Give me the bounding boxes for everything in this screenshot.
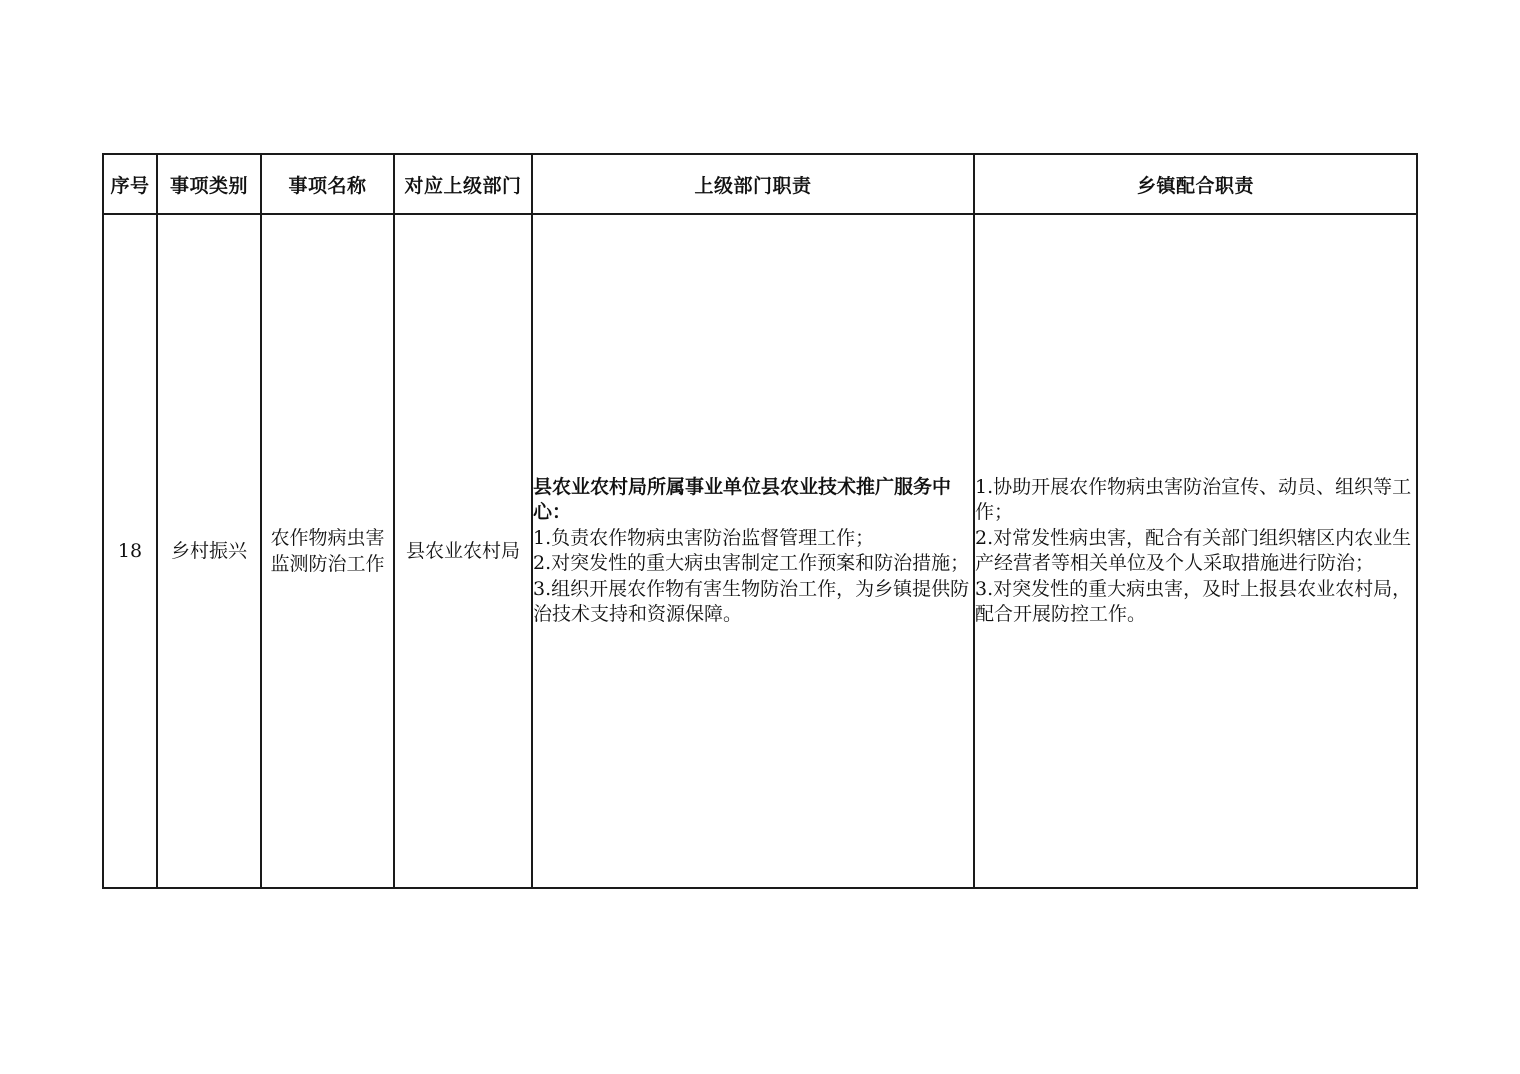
cell-superior-duties: [532, 214, 974, 888]
cell-township-duties: [974, 214, 1417, 888]
cell-category: 乡村振兴: [157, 214, 261, 888]
item-name-line: 农作物病虫害: [270, 527, 385, 549]
cell-index: 18: [103, 214, 157, 888]
township-duty-item: 3.对突发性的重大病虫害，及时上报县农业农村局，配合开展防控工作。: [975, 577, 1412, 625]
township-duty-item: 2.对常发性病虫害，配合有关部门组织辖区内农业生产经营者等相关单位及个人采取措施进行防治；: [975, 526, 1412, 574]
superior-duties-heading: 县农业农村局所属事业单位县农业技术推广服务中心：: [533, 475, 952, 523]
cell-item-name: [261, 214, 394, 888]
header-index: 序号: [103, 154, 157, 214]
superior-duty-item: 3.组织开展农作物有害生物防治工作，为乡镇提供防治技术支持和资源保障。: [533, 577, 970, 625]
cell-superior-dept: 县农业农村局: [394, 214, 532, 888]
header-township-duties: 乡镇配合职责: [974, 154, 1417, 214]
table-header-row: [103, 154, 1417, 214]
duty-table: [102, 153, 1418, 889]
header-category: 事项类别: [157, 154, 261, 214]
superior-duty-item: 1.负责农作物病虫害防治监督管理工作；: [533, 526, 875, 549]
township-duty-item: 1.协助开展农作物病虫害防治宣传、动员、组织等工作；: [975, 475, 1412, 523]
table-row: [103, 214, 1417, 888]
item-name-line: 监测防治工作: [270, 553, 385, 575]
header-item-name: 事项名称: [261, 154, 394, 214]
header-superior-duties: 上级部门职责: [532, 154, 974, 214]
superior-duty-item: 2.对突发性的重大病虫害制定工作预案和防治措施；: [533, 552, 970, 574]
header-superior-dept: 对应上级部门: [394, 154, 532, 214]
